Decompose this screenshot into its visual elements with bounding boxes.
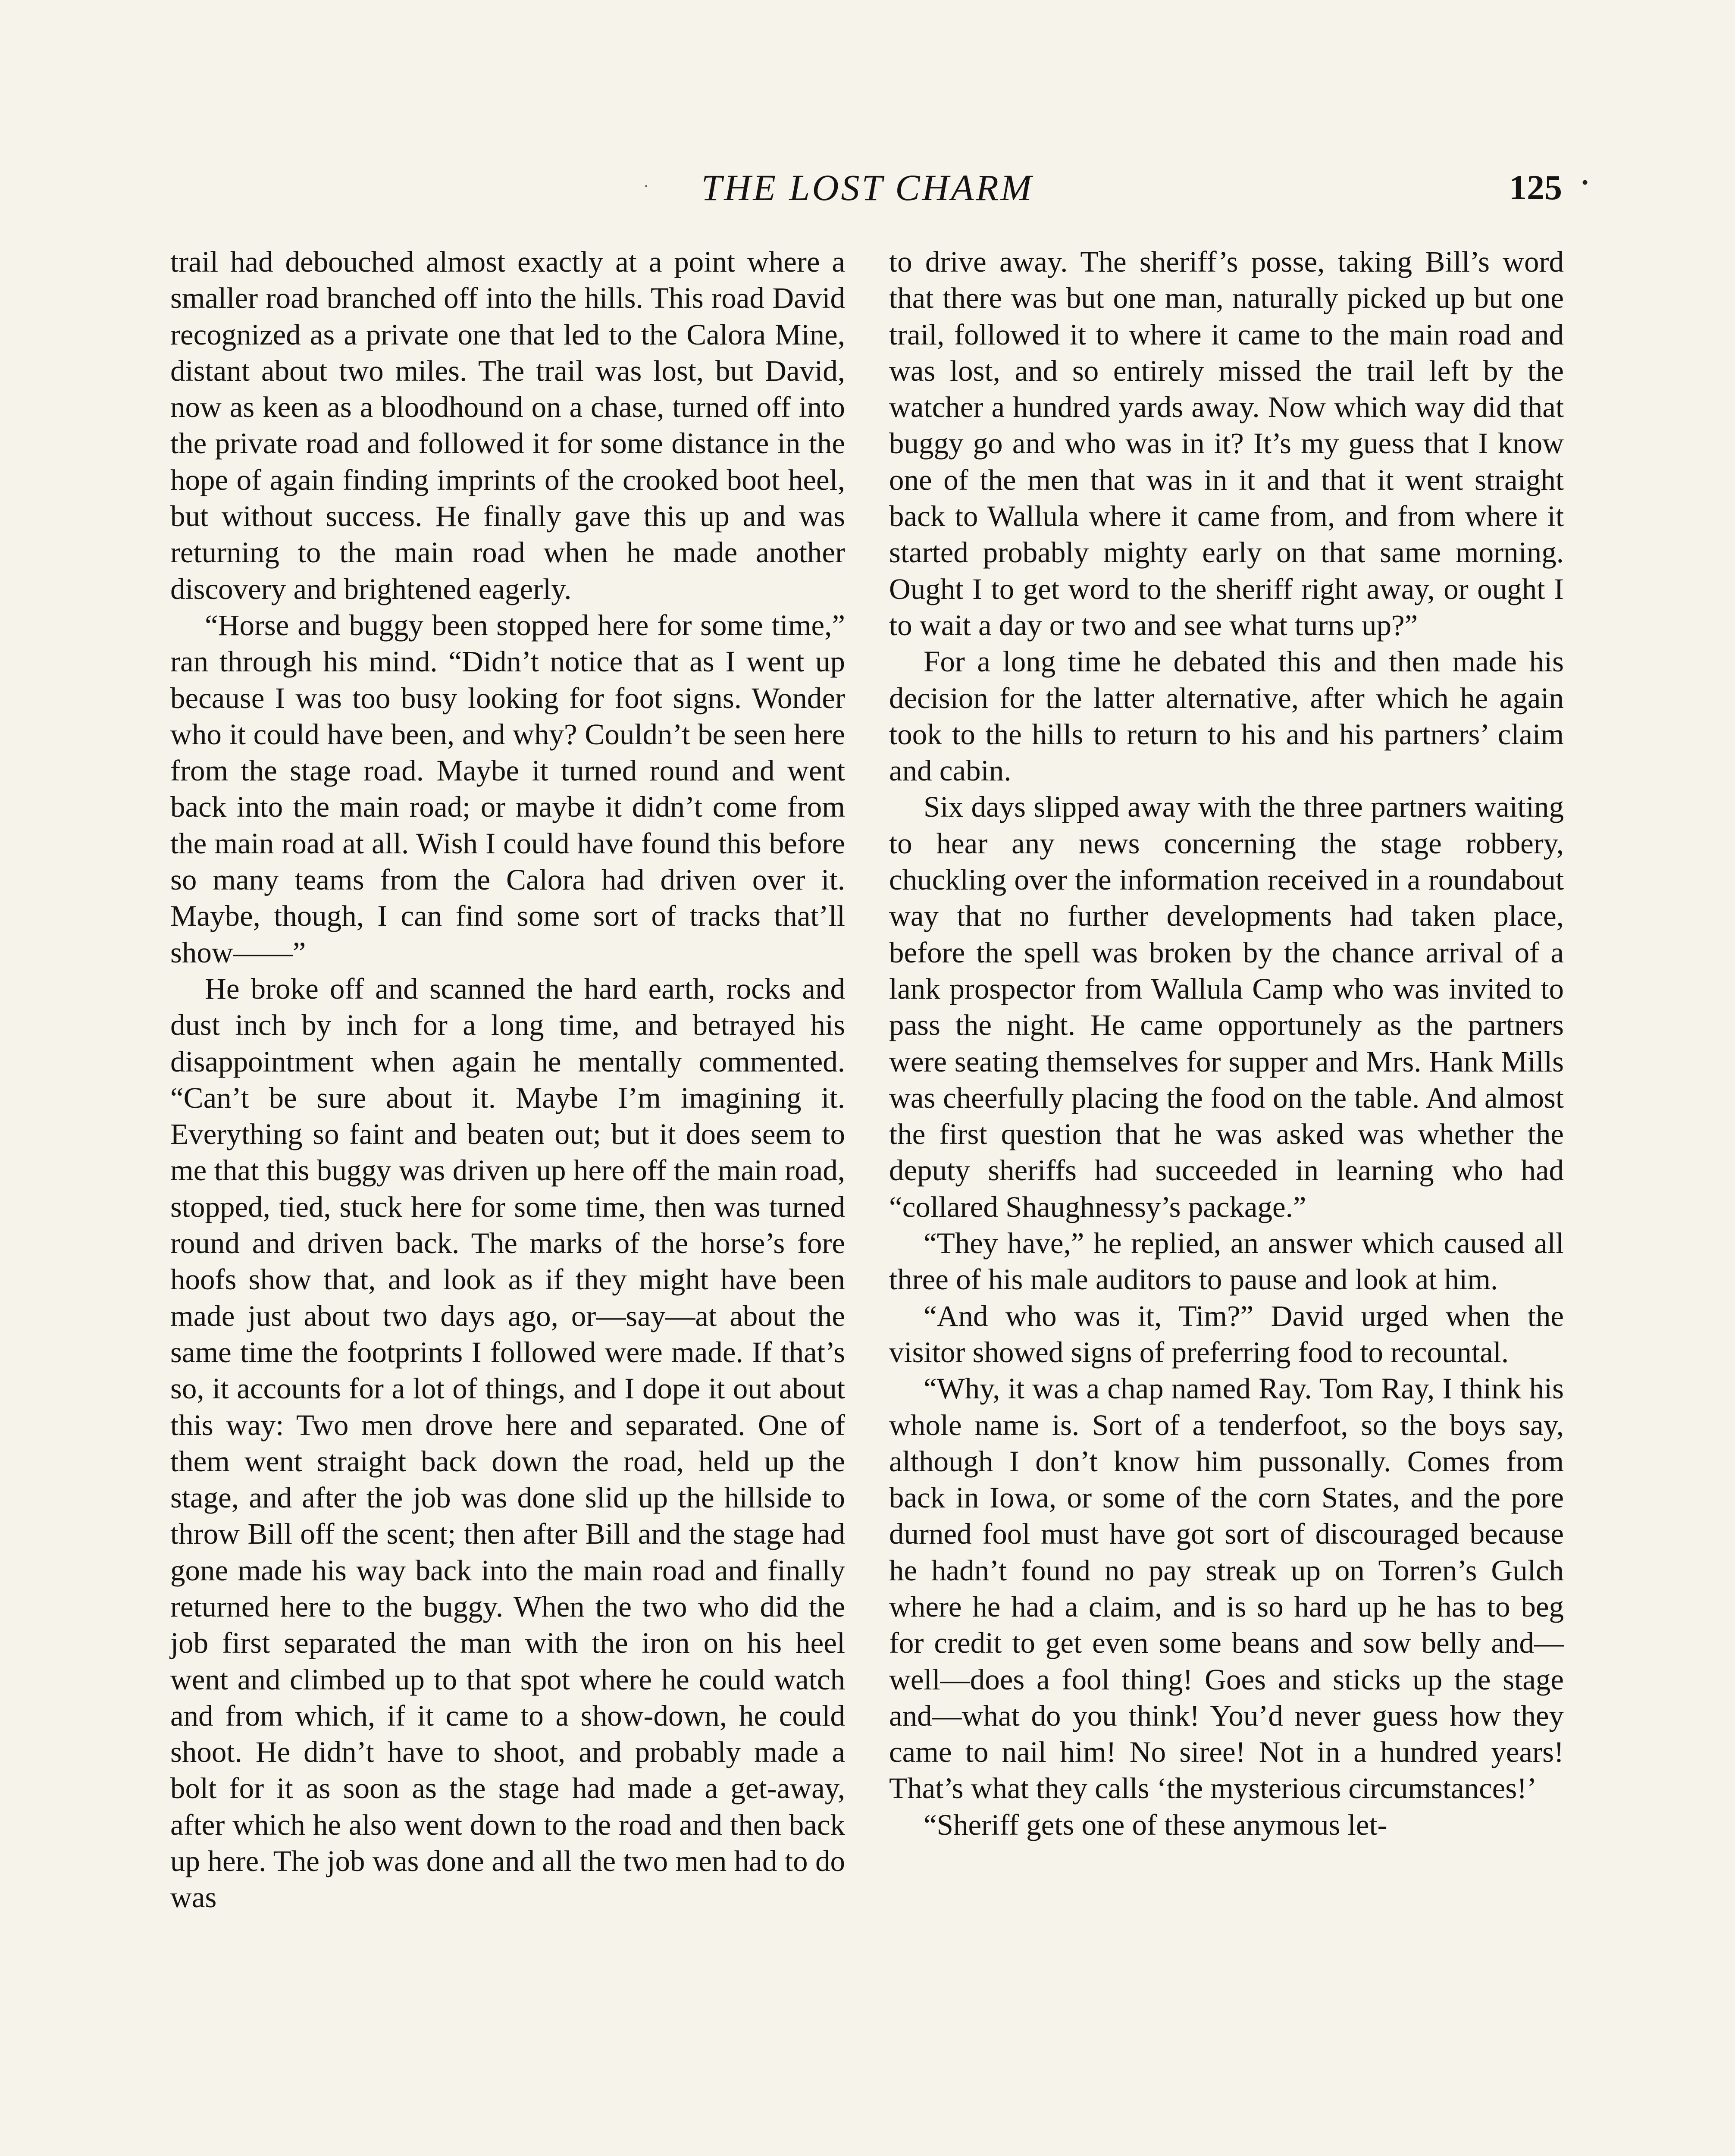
paragraph: For a long time he debated this and then made his decision for the latter alternative, after which he again took to the hills to return to his and his partners’ claim and cabin.	[889, 645, 1564, 787]
paragraph: “And who was it, Tim?” David urged when the visitor showed signs of preferring food to recountal.	[889, 1299, 1564, 1369]
paragraph: “Horse and buggy been stopped here for some time,” ran through his mind. “Didn’t notice that as I went up because I was too busy looking for foot signs. Wonder who it could have been, and why? Couldn’t be seen here from the stage road. Maybe it turned round and went back into the main road; or maybe it didn’t come from the main road at all. Wish I could have found this before so many teams from the Calora had driven over it. Maybe, though, I can find some sort of tracks that’ll show——”	[170, 608, 845, 969]
page-number: 125	[1509, 168, 1562, 207]
paragraph: to drive away. The sheriff’s posse, taking Bill’s word that there was but one man, naturally picked up but one trail, followed it to where it came to the main road and was lost, and so entirely missed the trail left by the watcher a hundred yards away. Now which way did that buggy go and who was in it? It’s my guess that I know one of the men that was in it and that it went straight back to Wallula where it came from, and from where it started probably mighty early on that same morning. Ought I to get word to the sheriff right away, or ought I to wait a day or two and see what turns up?”	[889, 245, 1564, 642]
right-text-column	[889, 244, 1564, 1843]
paragraph: Six days slipped away with the three partners waiting to hear any news concerning the stage robbery, chuckling over the information received in a roundabout way that no further developments had taken place, before the spell was broken by the chance arrival of a lank prospector from Wallula Camp who was invited to pass the night. He came opportunely as the partners were seating themselves for supper and Mrs. Hank Mills was cheerfully placing the food on the table. And almost the first question that he was asked was whether the deputy sheriffs had succeeded in learning who had “collared Shaughnessy’s package.”	[889, 790, 1564, 1223]
paragraph: trail had debouched almost exactly at a point where a smaller road branched off into the hills. This road David recognized as a private one that led to the Calora Mine, distant about two miles. The trail was lost, but David, now as keen as a bloodhound on a chase, turned off into the private road and followed it for some distance in the hope of again finding imprints of the crooked boot heel, but without success. He finally gave this up and was returning to the main road when he made another discovery and brightened eagerly.	[170, 245, 845, 605]
left-text-column	[170, 244, 845, 1916]
paragraph: “Why, it was a chap named Ray. Tom Ray, I think his whole name is. Sort of a tenderfoot, so the boys say, although I don’t know him pussonally. Comes from back in Iowa, or some of the corn States, and the pore durned fool must have got sort of discouraged because he hadn’t found no pay streak up on Torren’s Gulch where he had a claim, and is so hard up he has to beg for credit to get even some beans and sow belly and—well—does a fool thing! Goes and sticks up the stage and—what do you think! You’d never guess how they came to nail him! No siree! Not in a hundred years! That’s what they calls ‘the mysterious circumstances!’	[889, 1372, 1564, 1805]
running-head-title: THE LOST CHARM	[701, 167, 1034, 208]
paragraph: “They have,” he replied, an answer which caused all three of his male auditors to pause and look at him.	[889, 1227, 1564, 1296]
header-dot-mark: ·	[643, 176, 649, 196]
paragraph: He broke off and scanned the hard earth, rocks and dust inch by inch for a long time, and betrayed his disappointment when again he mentally commented. “Can’t be sure about it. Maybe I’m imagining it. Everything so faint and beaten out; but it does seem to me that this buggy was driven up here off the main road, stopped, tied, stuck here for some time, then was turned round and driven back. The marks of the horse’s fore hoofs show that, and look as if they might have been made just about two days ago, or—say—at about the same time the footprints I followed were made. If that’s so, it accounts for a lot of things, and I dope it out about this way: Two men drove here and separated. One of them went straight back down the road, held up the stage, and after the job was done slid up the hillside to throw Bill off the scent; then after Bill and the stage had gone made his way back into the main road and finally returned here to the buggy. When the two who did the job first separated the man with the iron on his heel went and climbed up to that spot where he could watch and from which, if it came to a show-down, he could shoot. He didn’t have to shoot, and probably made a bolt for it as soon as the stage had made a get-away, after which he also went down to the road and then back up here. The job was done and all the two men had to do was	[170, 972, 845, 1914]
page-number-mark: •	[1582, 171, 1589, 193]
paragraph: “Sheriff gets one of these anymous let-	[924, 1808, 1387, 1841]
